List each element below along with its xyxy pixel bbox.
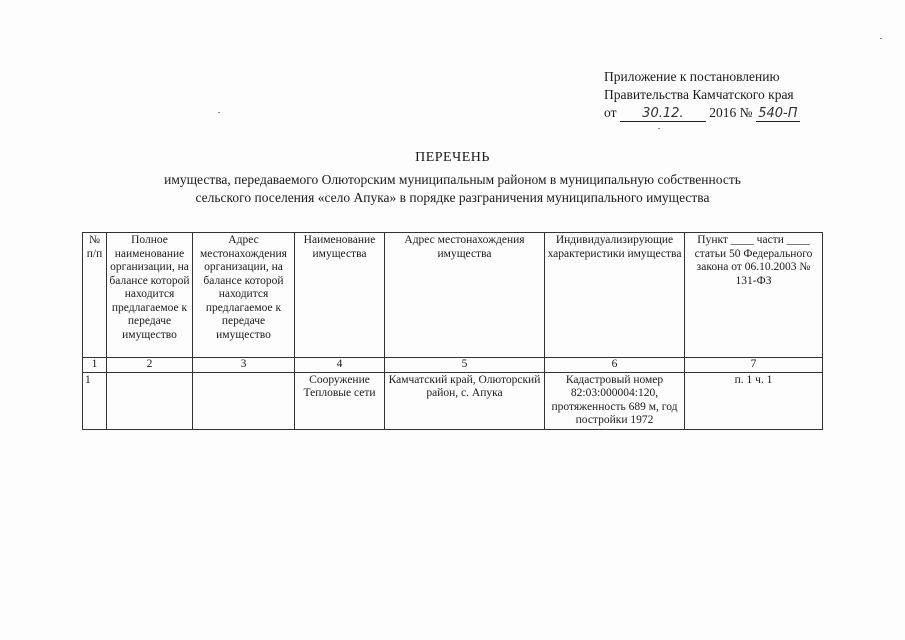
decree-year: 2016 № — [709, 105, 753, 120]
header-property-address: Адрес местонахождения имущества — [385, 233, 545, 358]
header-clause: Пункт ____ части ____ статьи 50 Федерального закона от 06.10.2003 № 131-ФЗ — [685, 233, 823, 358]
subtitle-line-2: сельского поселения «село Апука» в порядке разграничения муниципального имущества — [195, 190, 710, 205]
subtitle-line-1: имущества, передаваемого Олюторским муниципальным районом в муниципальную собственность — [164, 172, 741, 187]
table-row — [83, 372, 823, 429]
column-number-row — [83, 358, 823, 373]
cell-org-address — [193, 372, 295, 429]
property-table — [82, 232, 823, 430]
header-property-name: Наименование имущества — [295, 233, 385, 358]
scan-speck — [658, 128, 660, 129]
column-number: 3 — [193, 358, 295, 373]
cell-characteristics: Кадастровый номер 82:03:000004:120, протяженность 689 м, год постройки 1972 — [545, 372, 685, 429]
appendix-line-2: Правительства Камчатского края — [604, 87, 794, 102]
column-number: 5 — [385, 358, 545, 373]
decree-number: 540-П — [756, 107, 800, 122]
cell-property-address: Камчатский край, Олюторский район, с. Апука — [385, 372, 545, 429]
from-label: от — [604, 105, 617, 120]
appendix-line-1: Приложение к постановлению — [604, 69, 780, 84]
appendix-block — [604, 68, 904, 122]
scan-speck — [880, 38, 882, 39]
header-row — [83, 233, 823, 358]
column-number: 7 — [685, 358, 823, 373]
header-org-address: Адрес местонахождения организации, на балансе которой находится предлагаемое к передаче имущество — [193, 233, 295, 358]
column-number: 2 — [107, 358, 193, 373]
scan-speck — [218, 112, 220, 113]
document-subtitle — [0, 171, 905, 207]
appendix-date-line — [604, 104, 904, 122]
column-number: 6 — [545, 358, 685, 373]
document-title: ПЕРЕЧЕНЬ — [415, 150, 490, 165]
header-org-name: Полное наименование организации, на балансе которой находится предлагаемое к передаче имущество — [107, 233, 193, 358]
column-number: 4 — [295, 358, 385, 373]
cell-org-name — [107, 372, 193, 429]
cell-num: 1 — [83, 372, 107, 429]
cell-property-name: Сооружение Тепловые сети — [295, 372, 385, 429]
decree-date: 30.12. — [620, 107, 706, 122]
column-number: 1 — [83, 358, 107, 373]
cell-clause: п. 1 ч. 1 — [685, 372, 823, 429]
header-num: № п/п — [83, 233, 107, 358]
header-characteristics: Индивидуализирующие характеристики имущества — [545, 233, 685, 358]
